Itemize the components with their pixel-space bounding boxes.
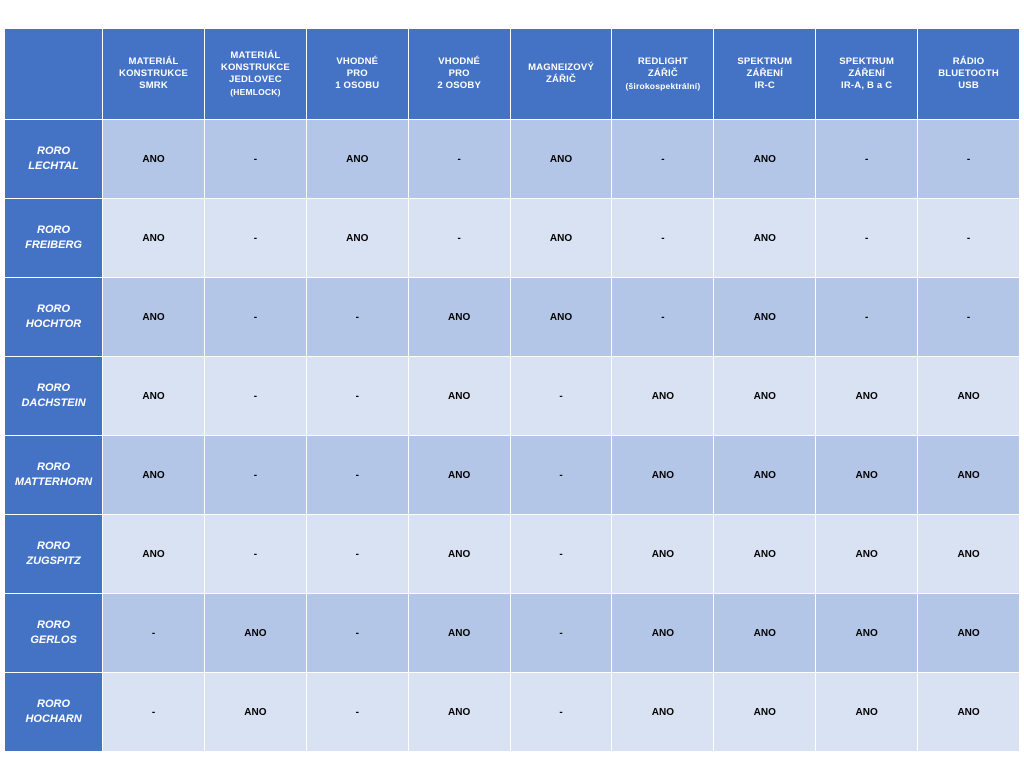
cell-value: ANO bbox=[612, 436, 714, 515]
cell-value: ANO bbox=[612, 594, 714, 673]
column-header-spektrum-ir-c bbox=[714, 29, 816, 120]
column-header-vhodne-1-osobu bbox=[306, 29, 408, 120]
header-row bbox=[5, 29, 1020, 120]
header-line-2: BLUETOOTH bbox=[938, 68, 999, 79]
cell-value: - bbox=[306, 278, 408, 357]
row-label-line-1: RORO bbox=[37, 145, 71, 157]
column-header-material-jedlovec bbox=[204, 29, 306, 120]
row-label-roro-dachstein bbox=[5, 357, 103, 436]
cell-value: ANO bbox=[103, 357, 205, 436]
table-header bbox=[5, 29, 1020, 120]
cell-value: ANO bbox=[103, 515, 205, 594]
cell-value: ANO bbox=[918, 436, 1020, 515]
row-label-line-2: HOCHARN bbox=[25, 713, 82, 725]
row-label-line-1: RORO bbox=[37, 619, 71, 631]
row-label-roro-zugspitz bbox=[5, 515, 103, 594]
header-line-2: ZÁŘIČ bbox=[546, 74, 577, 85]
header-line-3: IR-A, B a C bbox=[841, 80, 893, 91]
column-header-vhodne-2-osoby bbox=[408, 29, 510, 120]
column-header-radio-bluetooth-usb bbox=[918, 29, 1020, 120]
cell-value: ANO bbox=[918, 673, 1020, 752]
row-label-roro-lechtal bbox=[5, 120, 103, 199]
header-line-2: ZÁŘENÍ bbox=[848, 68, 885, 79]
cell-value: - bbox=[408, 199, 510, 278]
cell-value: ANO bbox=[918, 594, 1020, 673]
row-label-line-1: RORO bbox=[37, 540, 71, 552]
header-line-2: PRO bbox=[448, 68, 470, 79]
header-line-1: SPEKTRUM bbox=[737, 56, 793, 67]
header-line-1: REDLIGHT bbox=[637, 56, 688, 67]
cell-value: - bbox=[612, 199, 714, 278]
cell-value: ANO bbox=[714, 673, 816, 752]
cell-value: - bbox=[816, 199, 918, 278]
header-line-2: ZÁŘENÍ bbox=[746, 68, 784, 79]
cell-value: ANO bbox=[408, 673, 510, 752]
header-line-1: MAGNEIZOVÝ bbox=[528, 62, 594, 73]
column-header-magneizovy-zaric bbox=[510, 29, 612, 120]
table-row bbox=[5, 436, 1020, 515]
table-body bbox=[5, 120, 1020, 752]
cell-value: ANO bbox=[103, 199, 205, 278]
cell-value: - bbox=[306, 436, 408, 515]
row-label-line-2: FREIBERG bbox=[25, 239, 82, 251]
header-line-2: KONSTRUKCE bbox=[220, 62, 290, 73]
table-row bbox=[5, 594, 1020, 673]
cell-value: ANO bbox=[714, 515, 816, 594]
cell-value: ANO bbox=[103, 436, 205, 515]
cell-value: ANO bbox=[510, 278, 612, 357]
table-row bbox=[5, 673, 1020, 752]
cell-value: ANO bbox=[408, 515, 510, 594]
row-label-line-1: RORO bbox=[37, 698, 71, 710]
row-label-line-2: GERLOS bbox=[30, 634, 77, 646]
cell-value: ANO bbox=[306, 199, 408, 278]
header-line-2: PRO bbox=[346, 68, 368, 79]
cell-value: - bbox=[918, 199, 1020, 278]
header-line-3: SMRK bbox=[139, 80, 168, 91]
column-header-material-smrk bbox=[103, 29, 205, 120]
cell-value: ANO bbox=[510, 199, 612, 278]
header-line-1: RÁDIO bbox=[952, 56, 985, 67]
table-row bbox=[5, 515, 1020, 594]
cell-value: ANO bbox=[816, 594, 918, 673]
product-comparison-table bbox=[4, 28, 1020, 752]
cell-value: ANO bbox=[103, 120, 205, 199]
cell-value: - bbox=[510, 594, 612, 673]
cell-value: ANO bbox=[103, 278, 205, 357]
cell-value: - bbox=[306, 594, 408, 673]
cell-value: - bbox=[510, 515, 612, 594]
row-label-line-2: LECHTAL bbox=[28, 160, 79, 172]
cell-value: ANO bbox=[816, 515, 918, 594]
header-line-3: IR-C bbox=[754, 80, 775, 91]
header-subline: (širokospektrální) bbox=[625, 81, 701, 91]
header-subline: (HEMLOCK) bbox=[230, 87, 281, 97]
header-line-3: USB bbox=[958, 80, 979, 91]
cell-value: - bbox=[510, 436, 612, 515]
header-corner-cell bbox=[5, 29, 103, 120]
header-line-3: 1 OSOBU bbox=[335, 80, 380, 91]
row-label-line-1: RORO bbox=[37, 303, 71, 315]
cell-value: ANO bbox=[816, 357, 918, 436]
cell-value: - bbox=[408, 120, 510, 199]
cell-value: - bbox=[306, 357, 408, 436]
cell-value: ANO bbox=[408, 278, 510, 357]
header-line-3: JEDLOVEC bbox=[229, 74, 282, 85]
header-line-2: KONSTRUKCE bbox=[119, 68, 189, 79]
cell-value: ANO bbox=[918, 357, 1020, 436]
cell-value: ANO bbox=[816, 436, 918, 515]
cell-value: ANO bbox=[816, 673, 918, 752]
cell-value: ANO bbox=[408, 436, 510, 515]
cell-value: ANO bbox=[408, 594, 510, 673]
cell-value: - bbox=[510, 673, 612, 752]
cell-value: - bbox=[816, 120, 918, 199]
cell-value: ANO bbox=[204, 673, 306, 752]
cell-value: - bbox=[918, 120, 1020, 199]
column-header-redlight-zaric bbox=[612, 29, 714, 120]
cell-value: ANO bbox=[918, 515, 1020, 594]
table-row bbox=[5, 120, 1020, 199]
cell-value: ANO bbox=[612, 357, 714, 436]
cell-value: ANO bbox=[714, 357, 816, 436]
header-line-1: SPEKTRUM bbox=[839, 56, 895, 67]
header-line-1: MATERIÁL bbox=[230, 50, 281, 61]
cell-value: - bbox=[204, 357, 306, 436]
cell-value: - bbox=[103, 594, 205, 673]
row-label-roro-matterhorn bbox=[5, 436, 103, 515]
row-label-line-1: RORO bbox=[37, 461, 71, 473]
row-label-line-2: HOCHTOR bbox=[25, 318, 82, 330]
row-label-line-2: MATTERHORN bbox=[14, 476, 93, 488]
cell-value: ANO bbox=[408, 357, 510, 436]
cell-value: ANO bbox=[714, 278, 816, 357]
table-row bbox=[5, 278, 1020, 357]
header-line-1: MATERIÁL bbox=[128, 56, 179, 67]
header-line-2: ZÁŘIČ bbox=[647, 68, 678, 79]
cell-value: ANO bbox=[714, 594, 816, 673]
cell-value: - bbox=[103, 673, 205, 752]
cell-value: ANO bbox=[612, 515, 714, 594]
column-header-spektrum-ir-abc bbox=[816, 29, 918, 120]
cell-value: ANO bbox=[714, 120, 816, 199]
row-label-line-2: ZUGSPITZ bbox=[26, 555, 81, 567]
cell-value: ANO bbox=[714, 436, 816, 515]
table-row bbox=[5, 199, 1020, 278]
cell-value: - bbox=[306, 515, 408, 594]
row-label-roro-freiberg bbox=[5, 199, 103, 278]
cell-value: - bbox=[510, 357, 612, 436]
cell-value: ANO bbox=[612, 673, 714, 752]
header-line-3: 2 OSOBY bbox=[437, 80, 481, 91]
cell-value: - bbox=[204, 199, 306, 278]
cell-value: - bbox=[816, 278, 918, 357]
cell-value: ANO bbox=[714, 199, 816, 278]
cell-value: - bbox=[204, 278, 306, 357]
cell-value: ANO bbox=[306, 120, 408, 199]
cell-value: - bbox=[204, 120, 306, 199]
row-label-line-1: RORO bbox=[37, 224, 71, 236]
row-label-line-2: DACHSTEIN bbox=[21, 397, 86, 409]
header-line-1: VHODNÉ bbox=[336, 56, 379, 67]
cell-value: - bbox=[612, 278, 714, 357]
cell-value: - bbox=[918, 278, 1020, 357]
cell-value: ANO bbox=[510, 120, 612, 199]
cell-value: - bbox=[612, 120, 714, 199]
cell-value: - bbox=[204, 515, 306, 594]
row-label-roro-hocharn bbox=[5, 673, 103, 752]
row-label-roro-gerlos bbox=[5, 594, 103, 673]
row-label-line-1: RORO bbox=[37, 382, 71, 394]
row-label-roro-hochtor bbox=[5, 278, 103, 357]
table-row bbox=[5, 357, 1020, 436]
cell-value: - bbox=[306, 673, 408, 752]
header-line-1: VHODNÉ bbox=[438, 56, 481, 67]
cell-value: - bbox=[204, 436, 306, 515]
cell-value: ANO bbox=[204, 594, 306, 673]
